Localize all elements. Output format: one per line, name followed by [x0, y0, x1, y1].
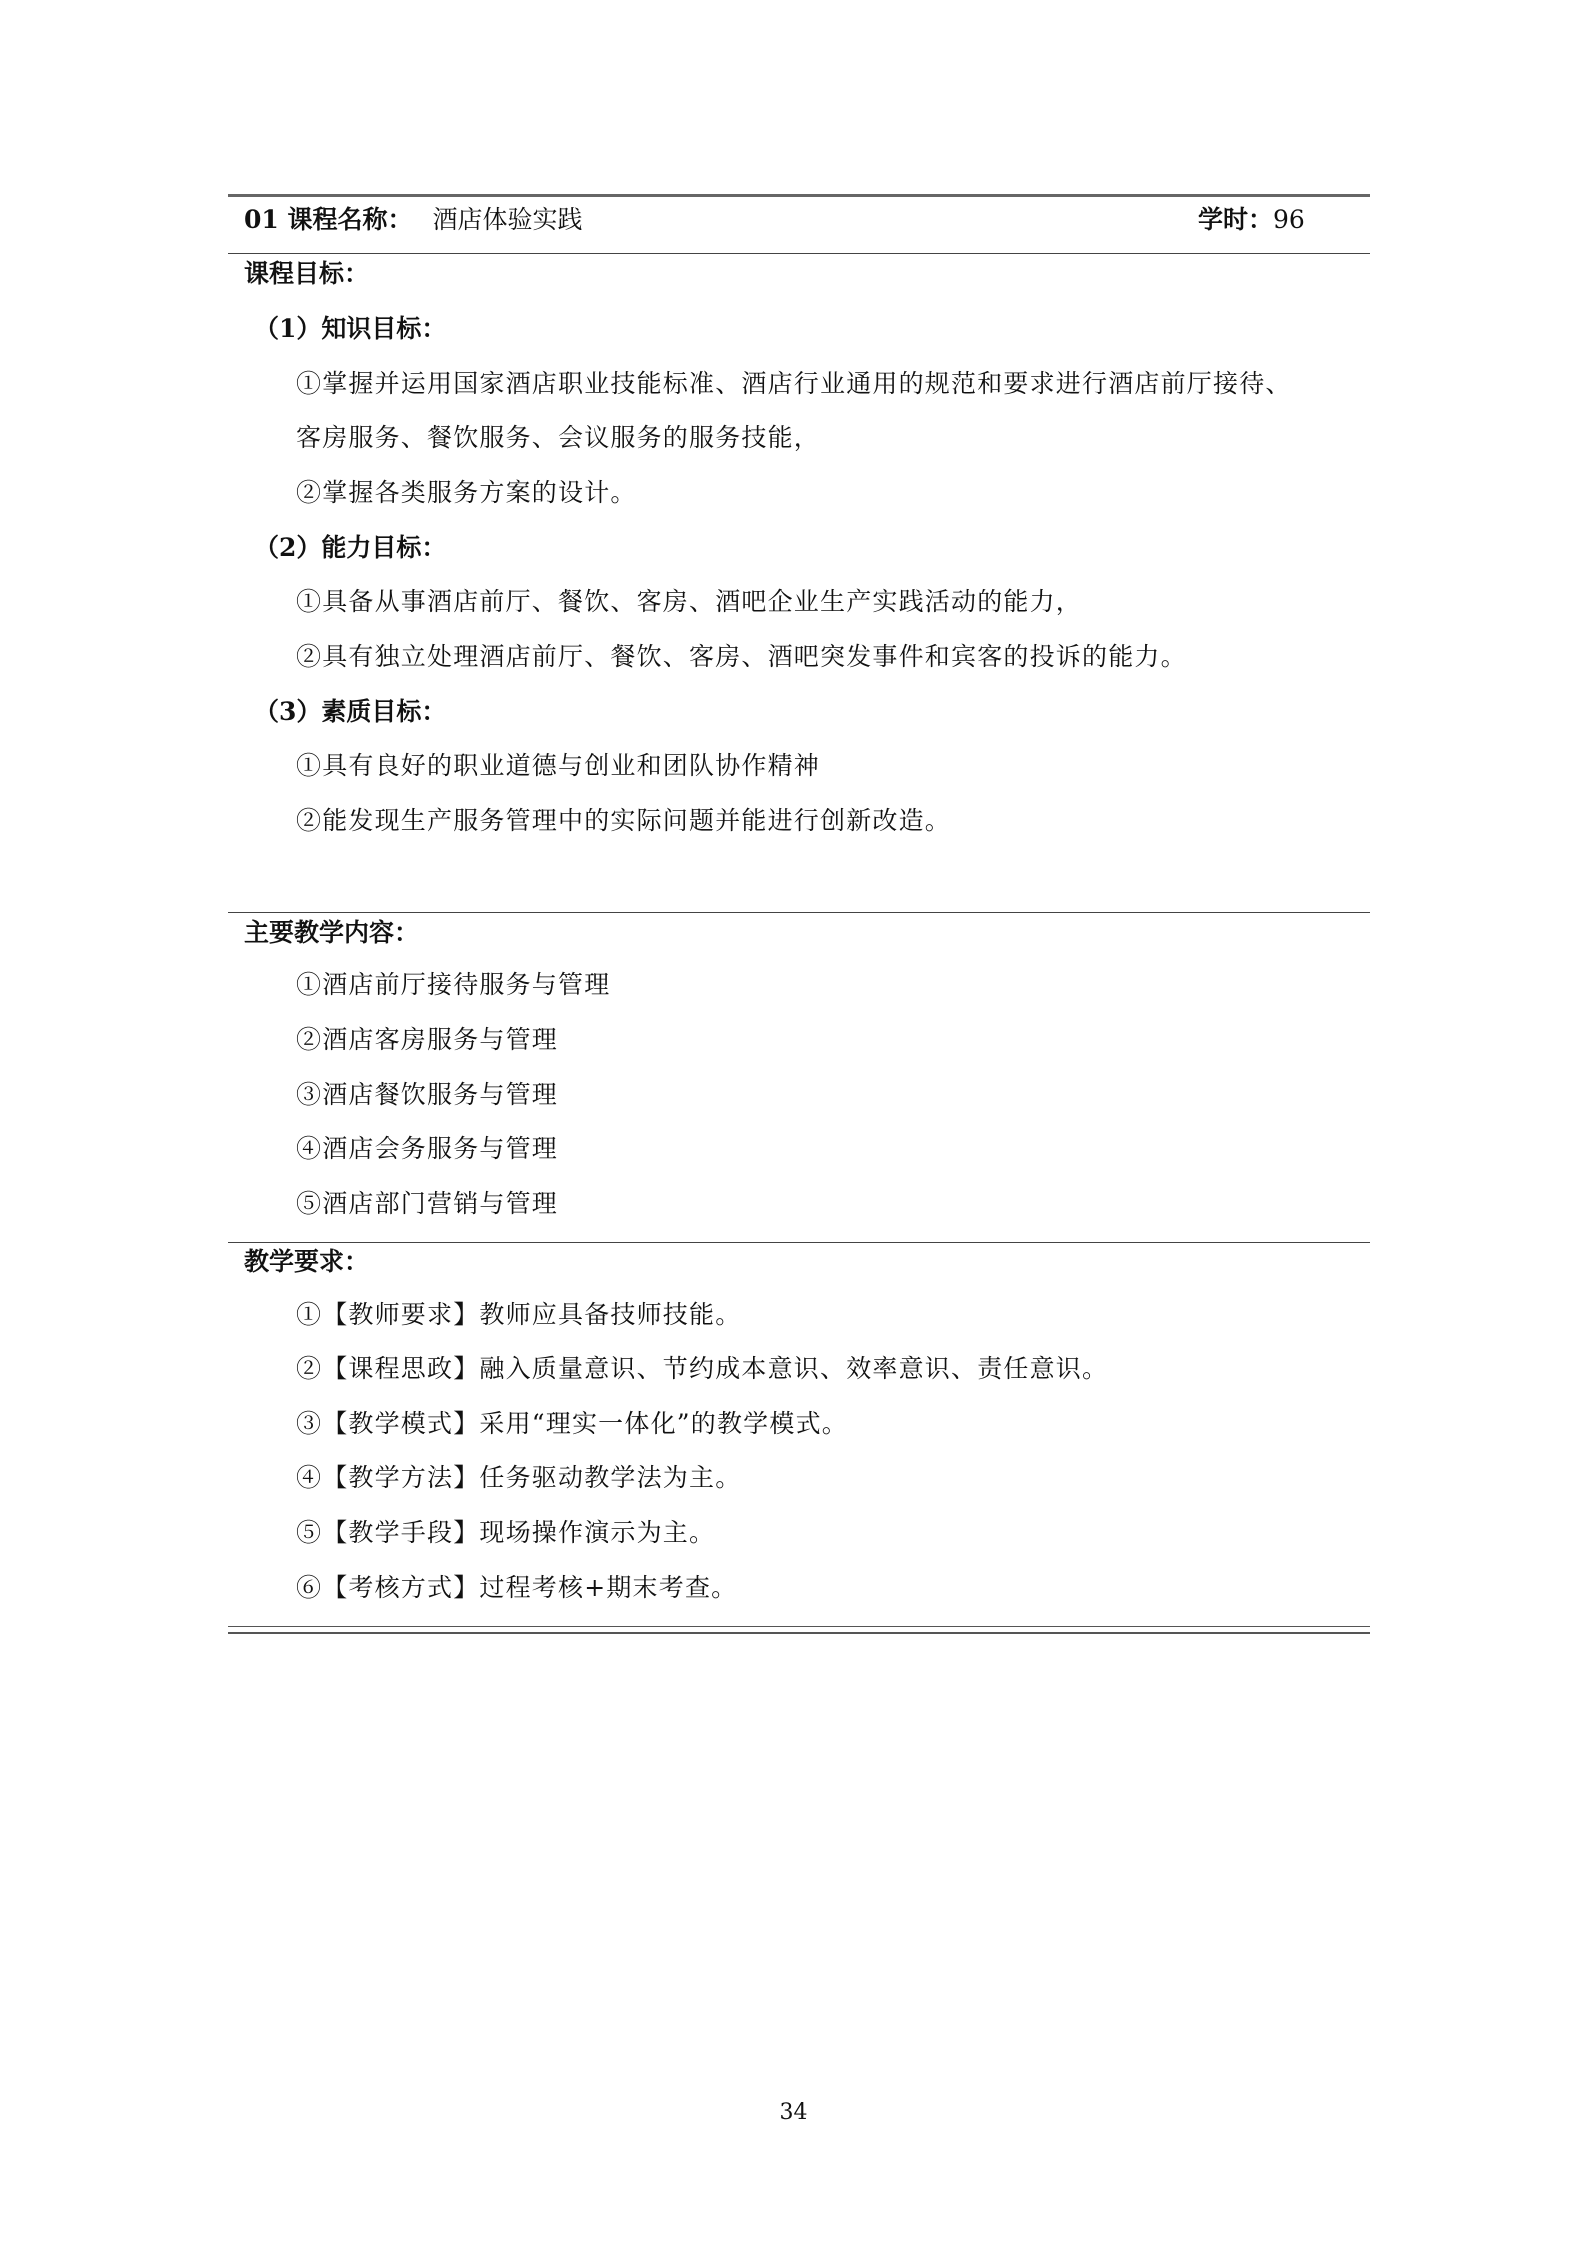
hours-label: 学时：: [1198, 205, 1274, 234]
course-name-value: 酒店体验实践: [432, 205, 583, 234]
content-item-1: ①酒店前厅接待服务与管理: [296, 970, 611, 999]
knowledge-item-1: ①掌握并运用国家酒店职业技能标准、酒店行业通用的规范和要求进行酒店前厅接待、: [296, 369, 1292, 398]
requirement-item-5: ⑤【教学手段】现场操作演示为主。: [296, 1518, 716, 1547]
requirements-title: 教学要求：: [244, 1247, 370, 1276]
course-hours: [1198, 200, 1305, 240]
content-divider: [228, 1242, 1370, 1243]
ability-item-2: ②具有独立处理酒店前厅、餐饮、客房、酒吧突发事件和宾客的投诉的能力。: [296, 642, 1187, 671]
header-divider: [228, 253, 1370, 254]
content-item-5: ⑤酒店部门营销与管理: [296, 1189, 559, 1218]
quality-item-1: ①具有良好的职业道德与创业和团队协作精神: [296, 751, 821, 780]
objectives-divider: [228, 912, 1370, 913]
requirement-item-4: ④【教学方法】任务驱动教学法为主。: [296, 1463, 742, 1492]
quality-objectives-title: （3）素质目标：: [254, 697, 447, 726]
bottom-rule: [228, 1626, 1370, 1634]
content-item-3: ③酒店餐饮服务与管理: [296, 1080, 559, 1109]
ability-objectives-title: （2）能力目标：: [254, 533, 447, 562]
requirement-item-1: ①【教师要求】教师应具备技师技能。: [296, 1300, 742, 1329]
content-title: 主要教学内容：: [244, 918, 420, 947]
knowledge-item-2: ②掌握各类服务方案的设计。: [296, 478, 637, 507]
course-header: [244, 200, 1344, 240]
content-item-4: ④酒店会务服务与管理: [296, 1134, 559, 1163]
knowledge-item-1-continued: 客房服务、餐饮服务、会议服务的服务技能，: [296, 423, 821, 452]
knowledge-objectives-title: （1）知识目标：: [254, 314, 447, 343]
page-number: 34: [779, 2100, 808, 2125]
quality-item-2: ②能发现生产服务管理中的实际问题并能进行创新改造。: [296, 806, 952, 835]
content-item-2: ②酒店客房服务与管理: [296, 1025, 559, 1054]
hours-value: 96: [1273, 205, 1305, 234]
requirement-item-3: ③【教学模式】采用“理实一体化”的教学模式。: [296, 1409, 848, 1438]
course-name-label: 01 课程名称：: [244, 205, 413, 234]
top-rule: [228, 194, 1370, 197]
ability-item-1: ①具备从事酒店前厅、餐饮、客房、酒吧企业生产实践活动的能力，: [296, 587, 1083, 616]
requirement-item-6: ⑥【考核方式】过程考核+期末考查。: [296, 1573, 738, 1602]
objectives-title: 课程目标：: [244, 259, 370, 288]
requirement-item-2: ②【课程思政】融入质量意识、节约成本意识、效率意识、责任意识。: [296, 1354, 1109, 1383]
